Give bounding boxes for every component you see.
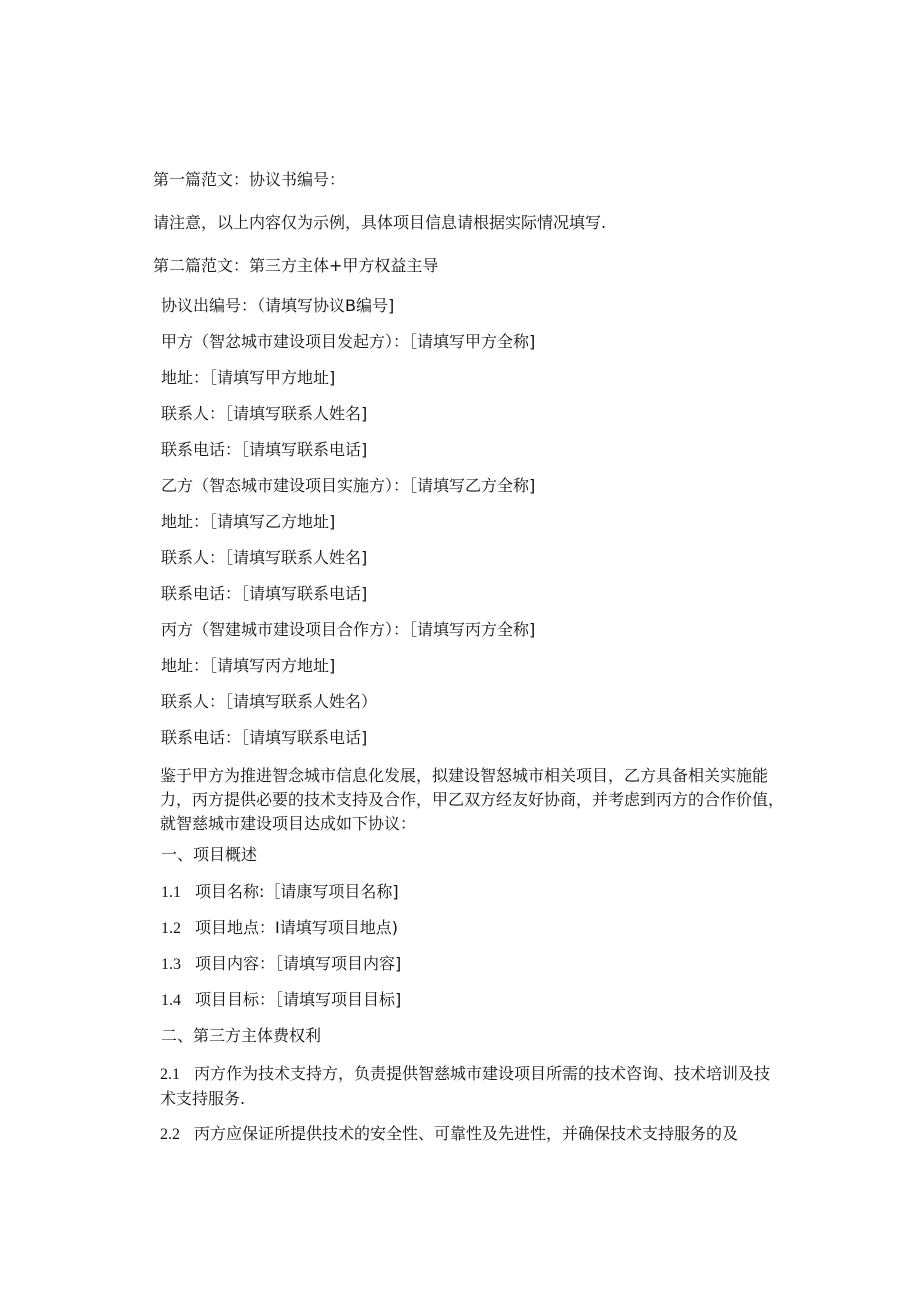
item-text: 项目名称:［请康写项目名称] <box>195 882 399 901</box>
party-a-title: 甲方（智忿城市建设项目发起方）：［请填写甲方全称] <box>161 332 536 351</box>
section1-title: 一、项目概述 <box>161 845 258 864</box>
agreement-number: 协议出编号：（请填写协议B编号] <box>161 296 395 315</box>
party-a-contact: 联系人：［请填写联系人姓名] <box>161 404 368 423</box>
party-c-title: 丙方（智建城市建设项目合作方）：［请填写丙方全称] <box>161 620 536 639</box>
item-number: 1.1 <box>161 884 181 901</box>
preamble-paragraph <box>160 764 785 836</box>
party-b-contact: 联系人：［请填写联系人姓名] <box>161 548 368 567</box>
preamble-text: 鉴于甲方为推进智念城市信息化发展，拟建设智怒城市相关项目，乙方具备相关实施能力，丙方提供必要的技术支持及合作，甲乙双方经友好协商，并考虑到丙方的合作价值，就智慈城市建设项目达成如下协议： <box>160 766 785 833</box>
item-text: 丙方作为技术支持方，负责提供智慈城市建设项目所需的技术咨询、技术培训及技术支持服务. <box>160 1064 771 1108</box>
section1-item <box>161 882 399 903</box>
item-number: 1.3 <box>161 956 181 973</box>
section1-item <box>161 918 398 939</box>
heading-first: 第一篇范文：协议书编号： <box>153 170 346 189</box>
item-number: 1.2 <box>161 920 181 937</box>
section2-item <box>160 1062 785 1111</box>
section2-item <box>160 1122 785 1146</box>
note-text: 请注意，以上内容仅为示例，具体项目信息请根据实际情况填写. <box>153 213 607 232</box>
item-text: 项目内容：［请填写项目内容] <box>195 954 402 973</box>
section1-item <box>161 990 401 1011</box>
party-c-phone: 联系电话：［请填写联系电话] <box>161 728 368 747</box>
section2-title: 二、第三方主体费权利 <box>161 1026 322 1045</box>
party-c-contact: 联系人：［请填写联系人姓名） <box>161 692 378 711</box>
item-text: 丙方应保证所提供技术的安全性、可靠性及先进性，并确保技术支持服务的及 <box>194 1124 739 1143</box>
item-number: 2.1 <box>160 1066 180 1083</box>
party-b-address: 地址：［请填写乙方地址] <box>161 512 336 531</box>
heading-second: 第二篇范文：第三方主体+甲方权益主导 <box>153 256 439 275</box>
item-number: 2.2 <box>160 1126 180 1143</box>
section1-item <box>161 954 401 975</box>
item-text: 项目目标：［请填写项目目标] <box>195 990 402 1009</box>
party-b-title: 乙方（智态城市建设项目实施方）：［请填写乙方全称] <box>161 476 536 495</box>
party-c-address: 地址：［请填写丙方地址] <box>161 656 336 675</box>
item-text: 项目地点：I请填写项目地点) <box>195 918 398 937</box>
party-a-address: 地址：［请填写甲方地址] <box>161 368 336 387</box>
party-b-phone: 联系电话：［请填写联系电话] <box>161 584 368 603</box>
party-a-phone: 联系电话：［请填写联系电话] <box>161 440 368 459</box>
item-number: 1.4 <box>161 992 181 1009</box>
